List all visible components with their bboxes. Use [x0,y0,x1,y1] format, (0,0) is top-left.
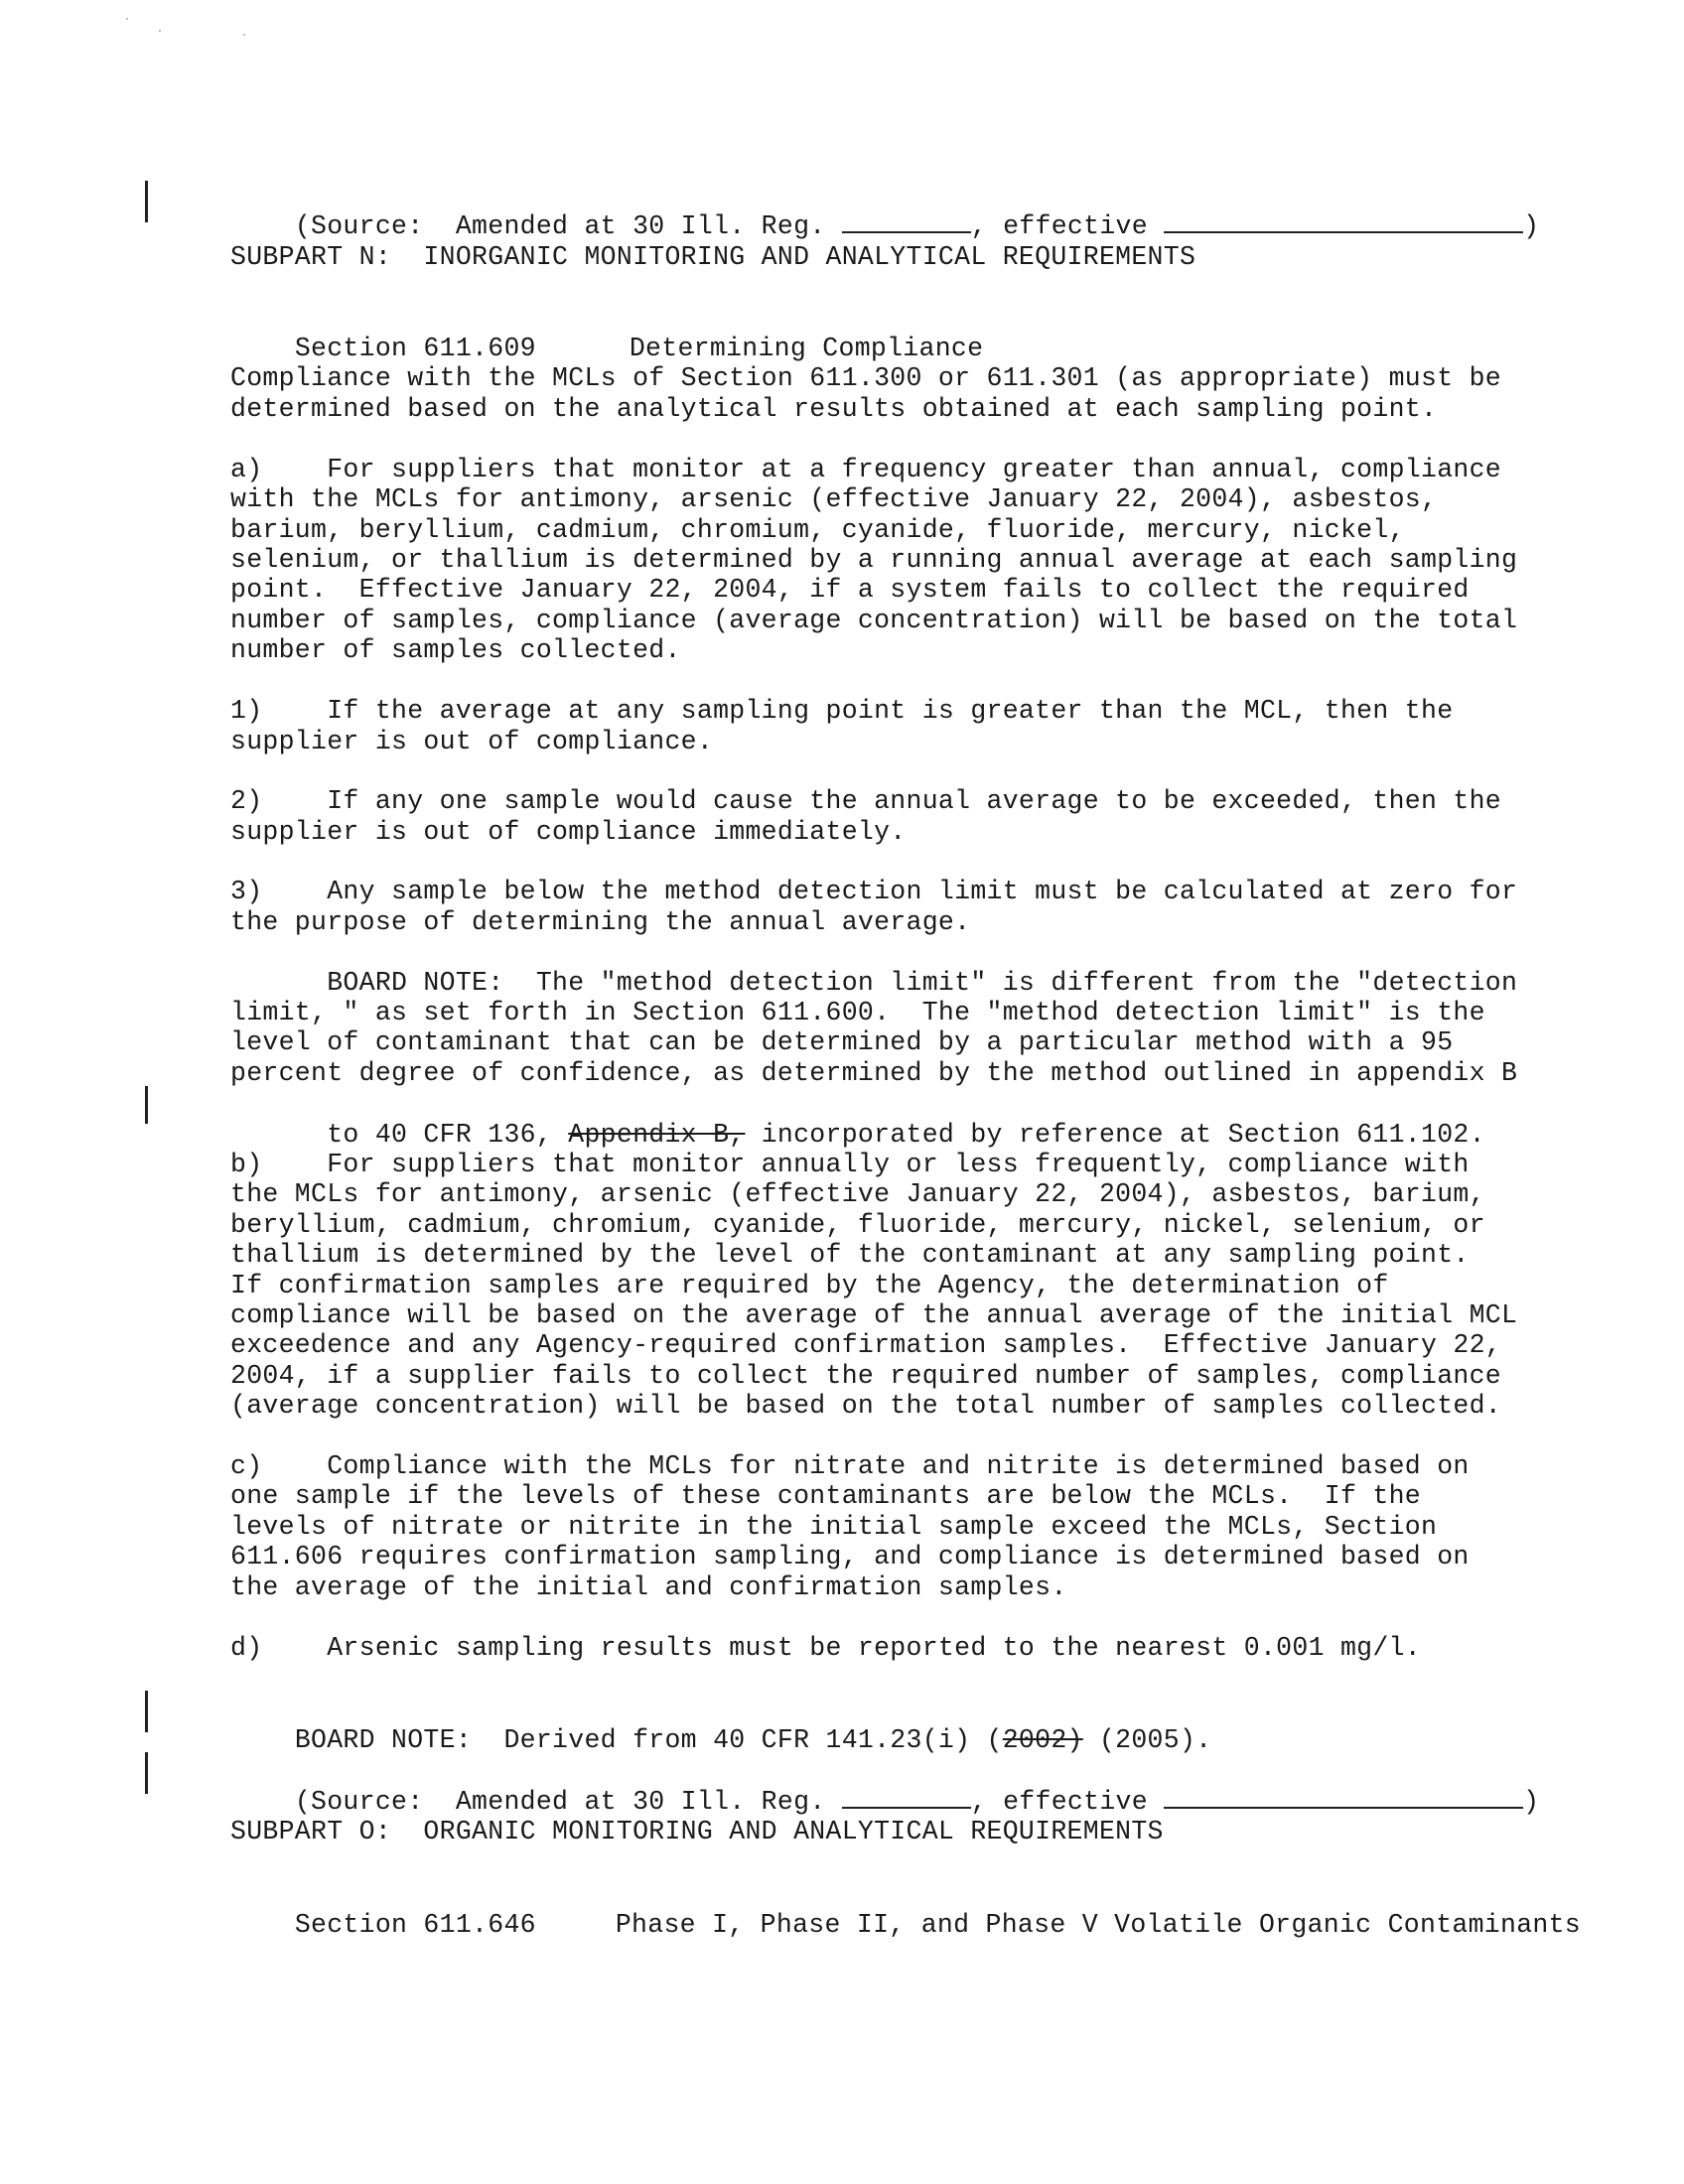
text-span: incorporated by reference at Section 611.102. [745,1120,1485,1150]
text-line: barium, beryllium, cadmium, chromium, cyanide, fluoride, mercury, nickel, [230,515,1405,545]
source-prefix: (Source: Amended at 30 Ill. Reg. [294,1787,842,1817]
text-line: supplier is out of compliance immediately. [230,817,907,847]
change-bar [145,1086,148,1124]
text-line: beryllium, cadmium, chromium, cyanide, fluoride, mercury, nickel, selenium, or [230,1210,1485,1240]
scan-speck [126,18,128,20]
text-line: exceedence and any Agency-required confirmation samples. Effective January 22, [230,1330,1502,1360]
text-line: (average concentration) will be based on the total number of samples collected. [230,1391,1502,1421]
source-mid: , effective [970,211,1165,241]
paragraph-d: d) Arsenic sampling results must be reported to the nearest 0.001 mg/l. [230,1633,1421,1663]
scan-speck [159,30,161,32]
change-bar [145,1752,148,1794]
text-line: supplier is out of compliance. [230,727,714,756]
text-span: to 40 CFR 136, [327,1120,569,1150]
text-line: compliance will be based on the average of the annual average of the initial MCL [230,1300,1518,1330]
text-line: levels of nitrate or nitrite in the initial sample exceed the MCLs, Section [230,1512,1438,1542]
scan-speck [243,34,245,36]
text-line: 2) If any one sample would cause the annual average to be exceeded, then the [230,786,1502,816]
section-646-heading [230,1879,1582,1972]
section-number: Section 611.646 [294,1910,536,1940]
text-line: c) Compliance with the MCLs for nitrate and nitrite is determined based on [230,1451,1470,1481]
text-span: BOARD NOTE: Derived from 40 CFR 141.23(i) ( [294,1725,1003,1755]
effective-blank [1164,211,1523,233]
text-span: (2005). [1082,1725,1212,1755]
source-suffix: ) [1523,211,1540,241]
reg-blank [842,211,971,233]
text-line: percent degree of confidence, as determined by the method outlined in appendix B [230,1058,1518,1088]
reg-blank [842,1787,971,1809]
text-line: Compliance with the MCLs of Section 611.300 or 611.301 (as appropriate) must be [230,363,1502,393]
effective-blank [1164,1787,1523,1809]
source-prefix: (Source: Amended at 30 Ill. Reg. [294,211,842,241]
source-mid: , effective [970,1787,1165,1817]
text-line: If confirmation samples are required by the Agency, the determination of [230,1271,1389,1300]
text-line: number of samples collected. [230,635,681,665]
text-line: 1) If the average at any sampling point is greater than the MCL, then the [230,696,1454,726]
text-line: point. Effective January 22, 2004, if a system fails to collect the required [230,575,1470,605]
text-line: with the MCLs for antimony, arsenic (effective January 22, 2004), asbestos, [230,484,1438,514]
text-line: the MCLs for antimony, arsenic (effective January 22, 2004), asbestos, barium, [230,1179,1485,1209]
text-line: one sample if the levels of these contaminants are below the MCLs. If the [230,1481,1421,1511]
text-line: 611.606 requires confirmation sampling, and compliance is determined based on [230,1542,1470,1571]
text-line: thallium is determined by the level of the contaminant at any sampling point. [230,1240,1470,1270]
subpart-n-heading: SUBPART N: INORGANIC MONITORING AND ANALYTICAL REQUIREMENTS [230,242,1196,272]
text-line: limit, " as set forth in Section 611.600. The "method detection limit" is the [230,998,1485,1027]
text-line: selenium, or thallium is determined by a running annual average at each sampling [230,545,1518,575]
text-line: level of contaminant that can be determined by a particular method with a 95 [230,1027,1454,1057]
text-line: the average of the initial and confirmation samples. [230,1572,1067,1602]
change-bar [145,1691,148,1732]
text-line: the purpose of determining the annual average. [230,907,971,937]
section-title: Phase I, Phase II, and Phase V Volatile Organic Contaminants [615,1910,1582,1940]
section-number: Section 611.609 [294,334,536,363]
deleted-text: 2002) [1002,1725,1083,1755]
text-line: determined based on the analytical results obtained at each sampling point. [230,394,1438,424]
text-line: b) For suppliers that monitor annually or less frequently, compliance with [230,1150,1470,1179]
subpart-o-heading: SUBPART O: ORGANIC MONITORING AND ANALYTICAL REQUIREMENTS [230,1817,1164,1846]
text-line: 3) Any sample below the method detection limit must be calculated at zero for [230,877,1518,906]
text-line: number of samples, compliance (average concentration) will be based on the total [230,606,1518,635]
text-line: a) For suppliers that monitor at a frequency greater than annual, compliance [230,455,1502,484]
source-suffix: ) [1523,1787,1540,1817]
deleted-text: Appendix B, [568,1120,746,1150]
text-line: BOARD NOTE: The "method detection limit" is different from the "detection [230,968,1518,998]
change-bar [145,181,148,222]
text-line: 2004, if a supplier fails to collect the required number of samples, compliance [230,1361,1502,1391]
section-title: Determining Compliance [629,334,984,363]
